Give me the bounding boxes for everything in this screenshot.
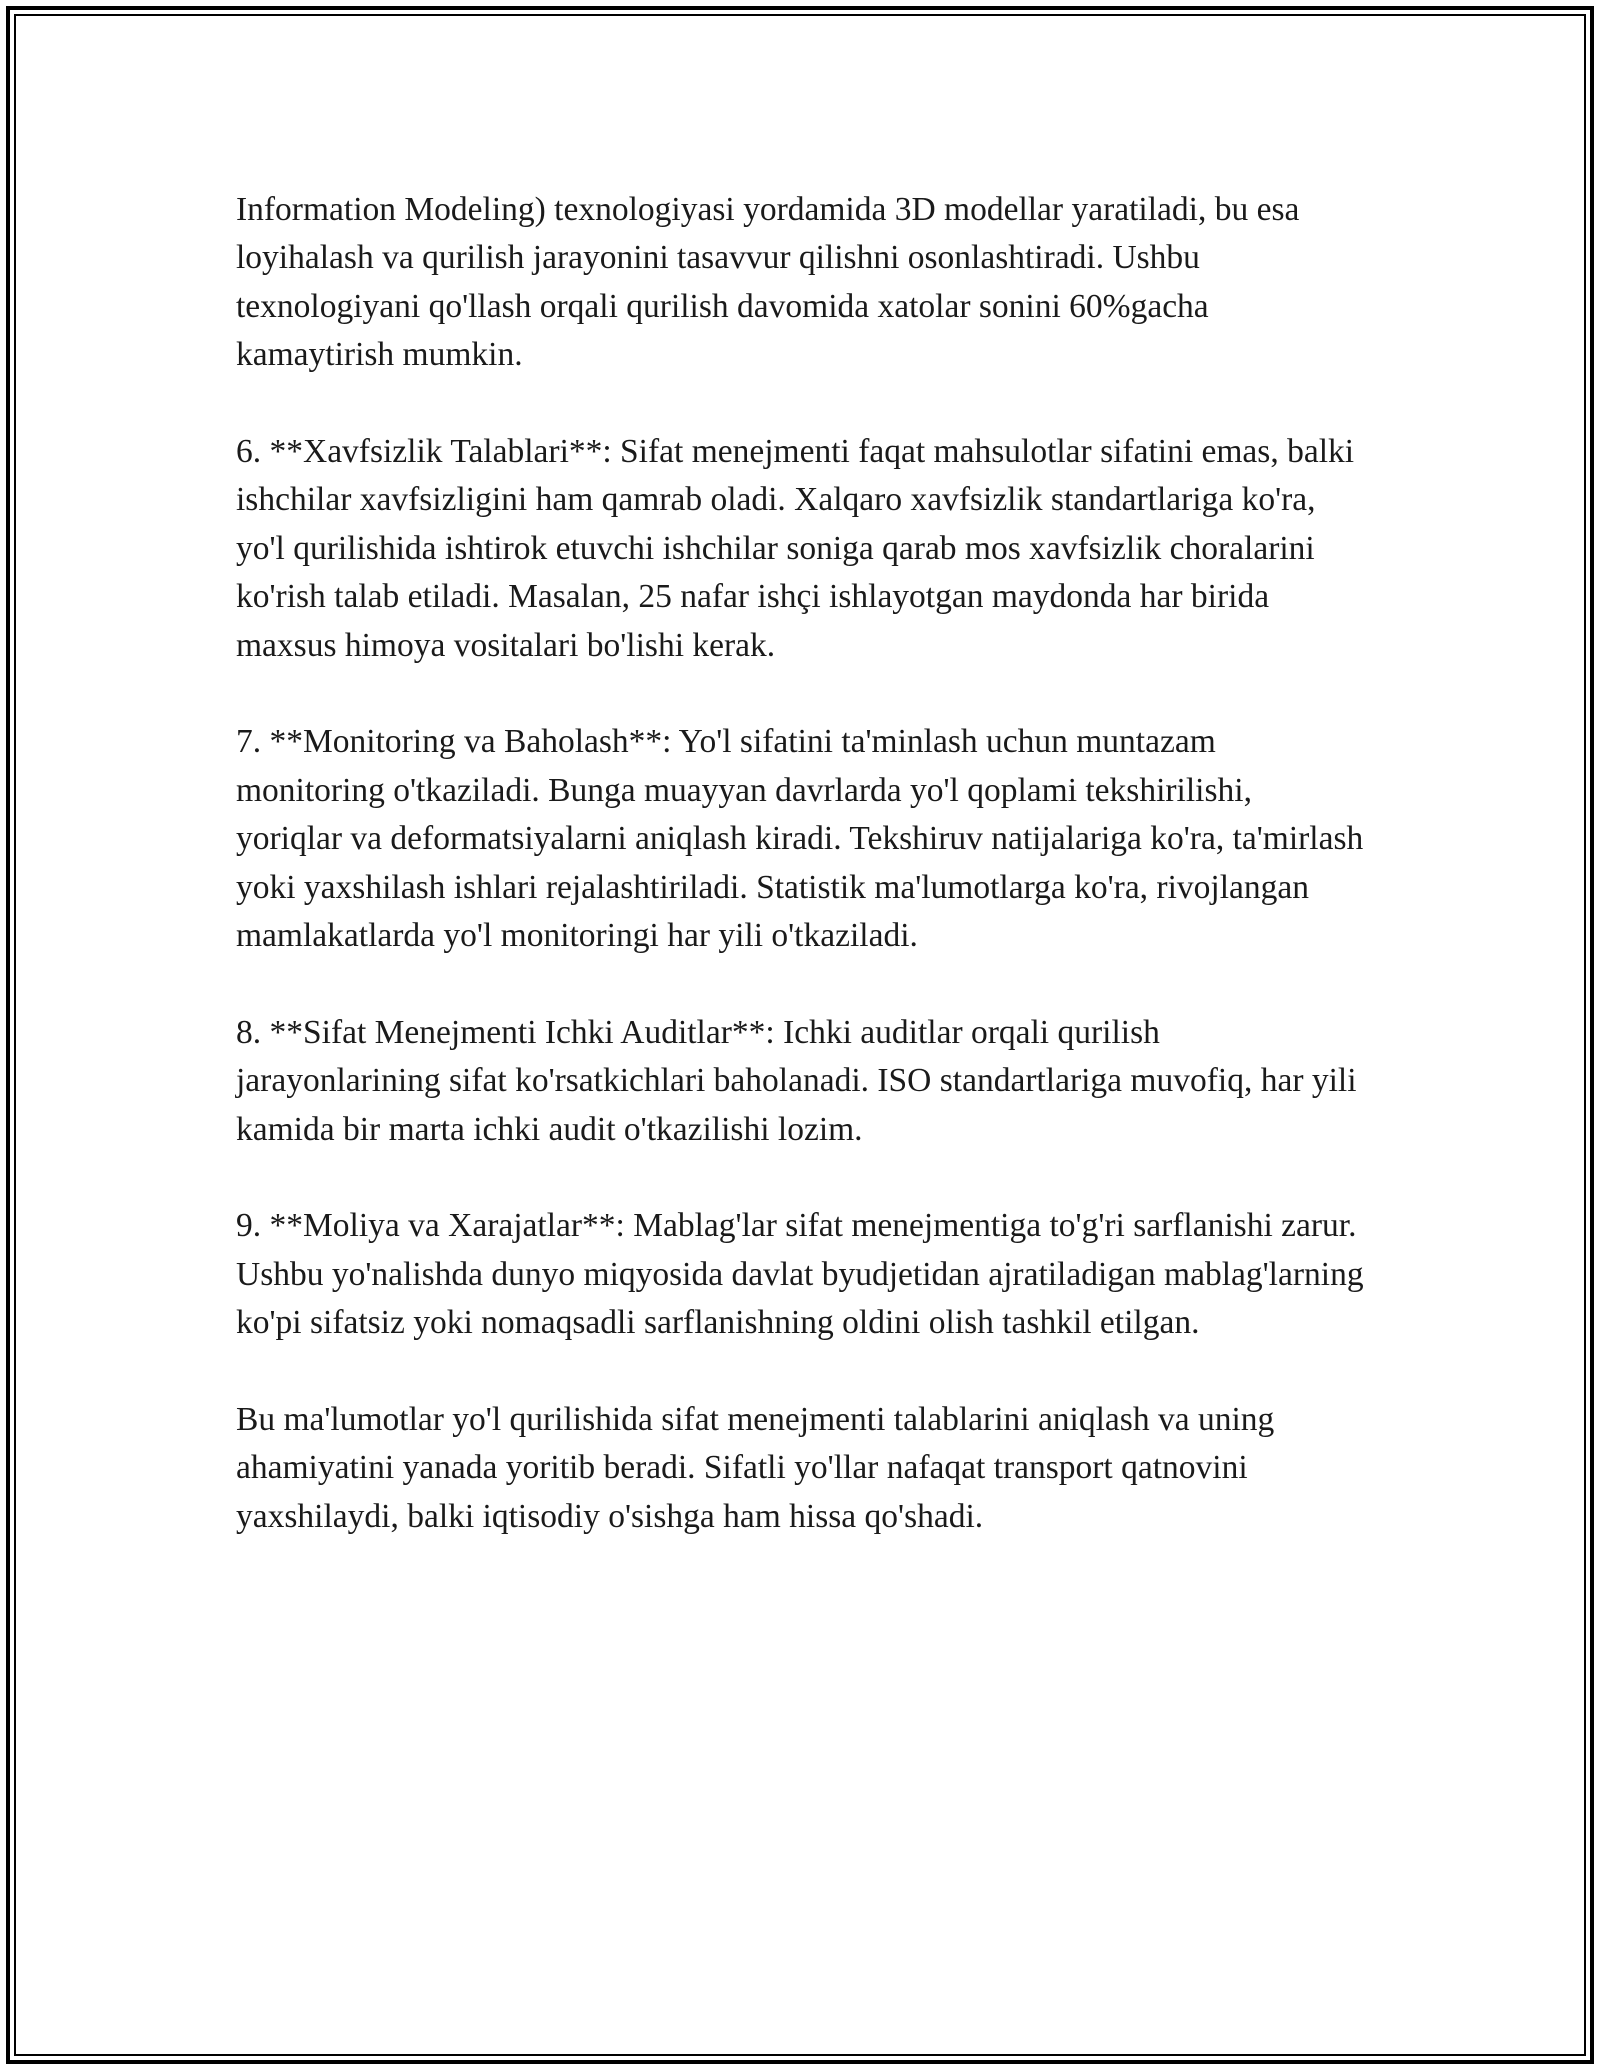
- document-body: [236, 186, 1364, 1541]
- paragraph-safety-requirements: 6. **Xavfsizlik Talablari**: Sifat menejmenti faqat mahsulotlar sifatini emas, balki ishchilar xavfsizligini ham qamrab oladi. Xalqaro xavfsizlik standartlariga ko'ra, yo'l qurilishida ishtirok etuvchi ishchilar soniga qarab mos xavfsizlik choralarini ko'rish talab etiladi. Masalan, 25 nafar ishçi ishlayotgan maydonda har birida maxsus himoya vositalari bo'lishi kerak.: [236, 433, 1355, 664]
- paragraph-conclusion: Bu ma'lumotlar yo'l qurilishida sifat menejmenti talablarini aniqlash va uning ahamiyatini yanada yoritib beradi. Sifatli yo'llar nafaqat transport qatnovini yaxshilaydi, balki iqtisodiy o'sishga ham hissa qo'shadi.: [236, 1401, 1275, 1535]
- paragraph-monitoring-evaluation: 7. **Monitoring va Baholash**: Yo'l sifatini ta'minlash uchun muntazam monitoring o'tkaziladi. Bunga muayyan davrlarda yo'l qoplami tekshirilishi, yoriqlar va deformatsiyalarni aniqlash kiradi. Tekshiruv natijalariga ko'ra, ta'mirlash yoki yaxshilash ishlari rejalashtiriladi. Statistik ma'lumotlarga ko'ra, rivojlangan mamlakatlarda yo'l monitoringi har yili o'tkaziladi.: [236, 723, 1364, 955]
- paragraph-internal-audits: 8. **Sifat Menejmenti Ichki Auditlar**: Ichki auditlar orqali qurilish jarayonlarining sifat ko'rsatkichlari baholanadi. ISO standartlariga muvofiq, har yili kamida bir marta ichki audit o'tkazilishi lozim.: [236, 1013, 1357, 1148]
- paragraph-finance-costs: 9. **Moliya va Xarajatlar**: Mablag'lar sifat menejmentiga to'g'ri sarflanishi zarur. Ushbu yo'nalishda dunyo miqyosida davlat byudjetidan ajratiladigan mablag'larning ko'pi sifatsiz yoki nomaqsadli sarflanishning oldini olish tashkil etilgan.: [236, 1207, 1364, 1342]
- paragraph-bim-continuation: Information Modeling) texnologiyasi yordamida 3D modellar yaratiladi, bu esa loyihalash va qurilish jarayonini tasavvur qilishni osonlashtiradi. Ushbu texnologiyani qo'llash orqali qurilish davomida xatolar sonini 60%gacha kamaytirish mumkin.: [236, 191, 1300, 374]
